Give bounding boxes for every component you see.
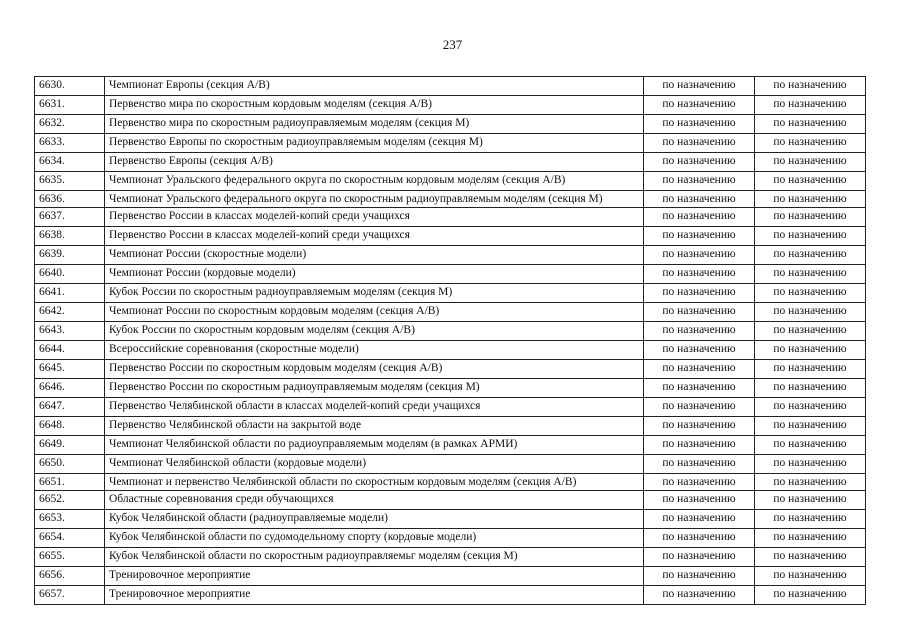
event-place: по назначению: [755, 265, 866, 284]
row-number: 6647.: [35, 398, 105, 417]
event-place: по назначению: [755, 341, 866, 360]
event-date: по назначению: [644, 284, 755, 303]
table-row: [35, 417, 866, 436]
row-number: 6643.: [35, 322, 105, 341]
row-number: 6651.: [35, 474, 105, 491]
row-number: 6641.: [35, 284, 105, 303]
table-row: [35, 436, 866, 455]
table-row: [35, 379, 866, 398]
table-row: [35, 529, 866, 548]
event-date: по назначению: [644, 227, 755, 246]
event-place: по назначению: [755, 115, 866, 134]
event-date: по назначению: [644, 322, 755, 341]
table-row: [35, 191, 866, 208]
row-number: 6657.: [35, 586, 105, 605]
table-row: [35, 341, 866, 360]
event-date: по назначению: [644, 77, 755, 96]
event-date: по назначению: [644, 491, 755, 510]
event-date: по назначению: [644, 153, 755, 172]
event-name: Первенство России в классах моделей-копий среди учащихся: [105, 208, 644, 227]
event-date: по назначению: [644, 208, 755, 227]
table-row: [35, 455, 866, 474]
event-name: Первенство России по скоростным кордовым моделям (секция А/В): [105, 360, 644, 379]
table-row: [35, 134, 866, 153]
event-name: Кубок Челябинской области по судомодельному спорту (кордовые модели): [105, 529, 644, 548]
event-place: по назначению: [755, 567, 866, 586]
row-number: 6636.: [35, 191, 105, 208]
row-number: 6637.: [35, 208, 105, 227]
row-number: 6642.: [35, 303, 105, 322]
row-number: 6644.: [35, 341, 105, 360]
table-row: [35, 153, 866, 172]
row-number: 6654.: [35, 529, 105, 548]
event-name: Первенство Челябинской области на закрытой воде: [105, 417, 644, 436]
table-row: [35, 360, 866, 379]
event-name: Чемпионат Европы (секция А/В): [105, 77, 644, 96]
row-number: 6631.: [35, 96, 105, 115]
event-name: Областные соревнования среди обучающихся: [105, 491, 644, 510]
event-name: Чемпионат Уральского федерального округа по скоростным радиоуправляемым моделям (секция М): [105, 191, 644, 208]
event-name: Чемпионат Челябинской области (кордовые модели): [105, 455, 644, 474]
event-date: по назначению: [644, 548, 755, 567]
table-row: [35, 510, 866, 529]
table-row: [35, 398, 866, 417]
row-number: 6638.: [35, 227, 105, 246]
event-date: по назначению: [644, 529, 755, 548]
row-number: 6646.: [35, 379, 105, 398]
event-place: по назначению: [755, 303, 866, 322]
event-place: по назначению: [755, 455, 866, 474]
table-row: [35, 115, 866, 134]
event-date: по назначению: [644, 474, 755, 491]
event-date: по назначению: [644, 567, 755, 586]
events-table-body: [35, 77, 866, 605]
event-name: Чемпионат Уральского федерального округа по скоростным кордовым моделям (секция А/В): [105, 172, 644, 191]
event-place: по назначению: [755, 436, 866, 455]
event-place: по назначению: [755, 227, 866, 246]
event-place: по назначению: [755, 548, 866, 567]
event-name: Первенство Европы по скоростным радиоуправляемым моделям (секция М): [105, 134, 644, 153]
table-row: [35, 474, 866, 491]
event-place: по назначению: [755, 474, 866, 491]
table-row: [35, 491, 866, 510]
row-number: 6649.: [35, 436, 105, 455]
event-name: Чемпионат России по скоростным кордовым моделям (секция А/В): [105, 303, 644, 322]
event-name: Первенство мира по скоростным кордовым моделям (секция А/В): [105, 96, 644, 115]
row-number: 6634.: [35, 153, 105, 172]
event-name: Первенство Европы (секция А/В): [105, 153, 644, 172]
event-name: Тренировочное мероприятие: [105, 567, 644, 586]
event-name: Чемпионат Челябинской области по радиоуправляемым моделям (в рамках АРМИ): [105, 436, 644, 455]
row-number: 6632.: [35, 115, 105, 134]
table-row: [35, 265, 866, 284]
event-date: по назначению: [644, 303, 755, 322]
event-name: Тренировочное мероприятие: [105, 586, 644, 605]
event-place: по назначению: [755, 77, 866, 96]
event-place: по назначению: [755, 417, 866, 436]
event-place: по назначению: [755, 398, 866, 417]
events-table: [34, 76, 866, 605]
event-place: по назначению: [755, 491, 866, 510]
event-date: по назначению: [644, 360, 755, 379]
row-number: 6653.: [35, 510, 105, 529]
event-place: по назначению: [755, 191, 866, 208]
row-number: 6633.: [35, 134, 105, 153]
event-date: по назначению: [644, 379, 755, 398]
event-place: по назначению: [755, 586, 866, 605]
event-date: по назначению: [644, 246, 755, 265]
row-number: 6655.: [35, 548, 105, 567]
page-number: 237: [442, 37, 463, 52]
event-name: Чемпионат России (скоростные модели): [105, 246, 644, 265]
event-place: по назначению: [755, 284, 866, 303]
event-date: по назначению: [644, 341, 755, 360]
row-number: 6645.: [35, 360, 105, 379]
row-number: 6656.: [35, 567, 105, 586]
table-row: [35, 548, 866, 567]
event-place: по назначению: [755, 96, 866, 115]
event-name: Первенство мира по скоростным радиоуправляемым моделям (секция М): [105, 115, 644, 134]
event-name: Кубок России по скоростным кордовым моделям (секция А/В): [105, 322, 644, 341]
event-date: по назначению: [644, 510, 755, 529]
event-place: по назначению: [755, 322, 866, 341]
event-name: Чемпионат России (кордовые модели): [105, 265, 644, 284]
table-row: [35, 284, 866, 303]
table-row: [35, 96, 866, 115]
event-name: Кубок России по скоростным радиоуправляемым моделям (секция М): [105, 284, 644, 303]
event-name: Кубок Челябинской области по скоростным радиоуправляемьг моделям (секция М): [105, 548, 644, 567]
row-number: 6650.: [35, 455, 105, 474]
event-date: по назначению: [644, 134, 755, 153]
event-name: Кубок Челябинской области (радиоуправляемые модели): [105, 510, 644, 529]
event-place: по назначению: [755, 153, 866, 172]
event-name: Первенство России в классах моделей-копий среди учащихся: [105, 227, 644, 246]
row-number: 6652.: [35, 491, 105, 510]
event-place: по назначению: [755, 360, 866, 379]
table-row: [35, 303, 866, 322]
table-row: [35, 172, 866, 191]
event-place: по назначению: [755, 246, 866, 265]
event-date: по назначению: [644, 417, 755, 436]
event-date: по назначению: [644, 586, 755, 605]
event-name: Чемпионат и первенство Челябинской области по скоростным кордовым моделям (секция А/В): [105, 474, 644, 491]
event-place: по назначению: [755, 379, 866, 398]
table-row: [35, 586, 866, 605]
row-number: 6640.: [35, 265, 105, 284]
table-row: [35, 567, 866, 586]
event-date: по назначению: [644, 191, 755, 208]
table-row: [35, 208, 866, 227]
table-row: [35, 322, 866, 341]
event-place: по назначению: [755, 529, 866, 548]
event-name: Первенство Челябинской области в классах моделей-копий среди учащихся: [105, 398, 644, 417]
table-row: [35, 246, 866, 265]
row-number: 6635.: [35, 172, 105, 191]
event-name: Всероссийские соревнования (скоростные модели): [105, 341, 644, 360]
row-number: 6648.: [35, 417, 105, 436]
event-place: по назначению: [755, 510, 866, 529]
event-date: по назначению: [644, 96, 755, 115]
event-date: по назначению: [644, 115, 755, 134]
table-row: [35, 77, 866, 96]
event-place: по назначению: [755, 134, 866, 153]
event-date: по назначению: [644, 172, 755, 191]
event-place: по назначению: [755, 208, 866, 227]
event-name: Первенство России по скоростным радиоуправляемым моделям (секция М): [105, 379, 644, 398]
event-place: по назначению: [755, 172, 866, 191]
event-date: по назначению: [644, 398, 755, 417]
event-date: по назначению: [644, 436, 755, 455]
event-date: по назначению: [644, 265, 755, 284]
table-row: [35, 227, 866, 246]
row-number: 6639.: [35, 246, 105, 265]
event-date: по назначению: [644, 455, 755, 474]
row-number: 6630.: [35, 77, 105, 96]
